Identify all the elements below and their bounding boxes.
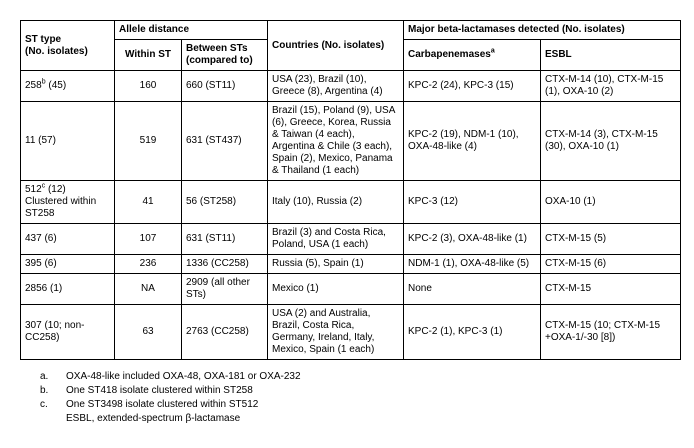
cell-esbl: CTX-M-15 (5): [541, 224, 681, 255]
cell-st: 395 (6): [21, 255, 115, 274]
cell-carbapenemases: None: [404, 274, 541, 305]
cell-esbl: CTX-M-15 (6): [541, 255, 681, 274]
cell-esbl: OXA-10 (1): [541, 181, 681, 224]
cell-within-st: 41: [115, 181, 182, 224]
table-row: [21, 255, 681, 274]
table-row: [21, 181, 681, 224]
cell-countries: Italy (10), Russia (2): [268, 181, 404, 224]
cell-countries: Mexico (1): [268, 274, 404, 305]
cell-carbapenemases: KPC-2 (24), KPC-3 (15): [404, 71, 541, 102]
cell-countries: Brazil (15), Poland (9), USA (6), Greece, Korea, Russia & Taiwan (4 each), Argentina & Chile (3 each), Spain (2), Mexico, Panama & Thailand (1 each): [268, 102, 404, 181]
cell-countries: USA (23), Brazil (10), Greece (8), Argentina (4): [268, 71, 404, 102]
cell-between-sts: 2763 (CC258): [182, 305, 268, 360]
footnote-esbl: ESBL, extended-spectrum β-lactamase: [66, 413, 241, 424]
footnotes: [40, 370, 301, 426]
cell-within-st: NA: [115, 274, 182, 305]
cell-within-st: 519: [115, 102, 182, 181]
cell-within-st: 63: [115, 305, 182, 360]
cell-between-sts: 631 (ST437): [182, 102, 268, 181]
cell-carbapenemases: KPC-2 (3), OXA-48-like (1): [404, 224, 541, 255]
cell-countries: Brazil (3) and Costa Rica, Poland, USA (1 each): [268, 224, 404, 255]
table-row: [21, 274, 681, 305]
cell-st: 2856 (1): [21, 274, 115, 305]
cell-carbapenemases: KPC-2 (1), KPC-3 (1): [404, 305, 541, 360]
table-row: [21, 71, 681, 102]
cell-carbapenemases: KPC-3 (12): [404, 181, 541, 224]
cell-esbl: CTX-M-15 (10; CTX-M-15 +OXA-1/-30 [8]): [541, 305, 681, 360]
header-carbapenemases: Carbapenemases$^a$: [404, 40, 541, 71]
cell-carbapenemases: KPC-2 (19), NDM-1 (10), OXA-48-like (4): [404, 102, 541, 181]
cell-st: 258$^b$ (45): [21, 71, 115, 102]
footnote-c: c. One ST3498 isolate clustered within ST512: [40, 399, 259, 410]
header-allele-distance: Allele distance: [115, 21, 268, 40]
cell-within-st: 160: [115, 71, 182, 102]
table-container: [20, 20, 680, 360]
footnote-a: a. OXA-48-like included OXA-48, OXA-181 or OXA-232: [40, 371, 301, 382]
header-between-sts: Between STs (compared to): [182, 40, 268, 71]
header-st-type: ST type (No. isolates): [21, 21, 115, 71]
cell-st: 307 (10; non-CC258): [21, 305, 115, 360]
header-major-beta-lactamases: Major beta-lactamases detected (No. isolates): [404, 21, 681, 40]
cell-esbl: CTX-M-14 (10), CTX-M-15 (1), OXA-10 (2): [541, 71, 681, 102]
table-row: [21, 305, 681, 360]
cell-countries: Russia (5), Spain (1): [268, 255, 404, 274]
cell-st: 11 (57): [21, 102, 115, 181]
cell-between-sts: 1336 (CC258): [182, 255, 268, 274]
cell-between-sts: 631 (ST11): [182, 224, 268, 255]
cell-carbapenemases: NDM-1 (1), OXA-48-like (5): [404, 255, 541, 274]
header-esbl: ESBL: [541, 40, 681, 71]
cell-st: 512$^c$ (12) Clustered within ST258: [21, 181, 115, 224]
header-within-st: Within ST: [115, 40, 182, 71]
cell-st: 437 (6): [21, 224, 115, 255]
table-row: [21, 102, 681, 181]
isolates-table: [20, 20, 681, 360]
cell-between-sts: 660 (ST11): [182, 71, 268, 102]
cell-between-sts: 2909 (all other STs): [182, 274, 268, 305]
cell-esbl: CTX-M-15: [541, 274, 681, 305]
cell-between-sts: 56 (ST258): [182, 181, 268, 224]
header-countries: Countries (No. isolates): [268, 21, 404, 71]
footnote-b: b. One ST418 isolate clustered within ST258: [40, 385, 253, 396]
cell-within-st: 236: [115, 255, 182, 274]
table-row: [21, 224, 681, 255]
cell-esbl: CTX-M-14 (3), CTX-M-15 (30), OXA-10 (1): [541, 102, 681, 181]
cell-within-st: 107: [115, 224, 182, 255]
cell-countries: USA (2) and Australia, Brazil, Costa Rica, Germany, Ireland, Italy, Mexico, Spain (1 each): [268, 305, 404, 360]
header-row-1: [21, 21, 681, 40]
